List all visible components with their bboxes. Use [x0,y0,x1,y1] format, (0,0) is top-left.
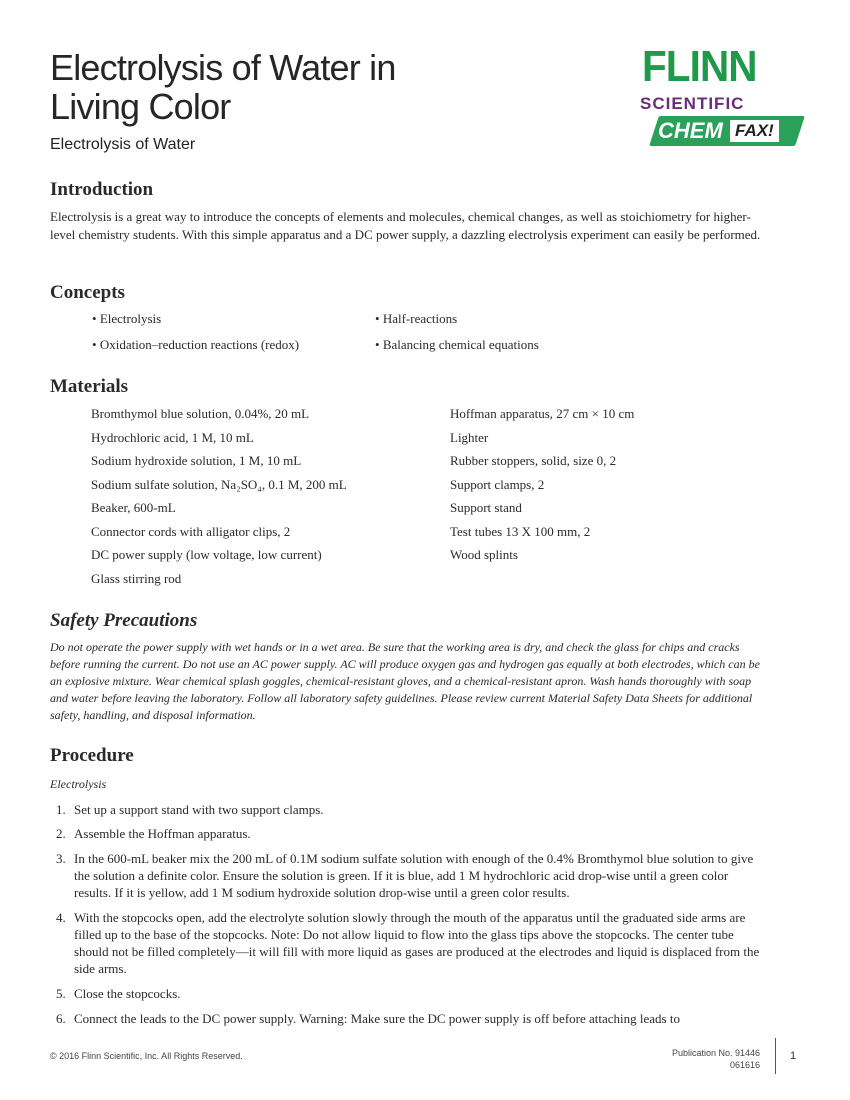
footer-copyright: © 2016 Flinn Scientific, Inc. All Rights Reserved. [50,1051,243,1061]
step-number: 2. [56,826,66,841]
step-text: In the 600-mL beaker mix the 200 mL of 0.1M sodium sulfate solution with enough of the 0.4% Bromthymol blue solution to give the solution a definite color. Ensure the solution is green. If it is blue, add 1 M hydrochloric acid drop-wise until a green color results. If it is yellow, add 1 M sodium hydroxide solution drop-wise until a green color results. [74,851,754,900]
material-item: Bromthymol blue solution, 0.04%, 20 mL [91,406,310,421]
material-item: Sodium sulfate solution, Na₂SO₄, 0.1 M, 200 mL [91,477,347,492]
subtitle: Electrolysis of Water [50,136,196,153]
material-item: Hydrochloric acid, 1 M, 10 mL [91,430,254,445]
safety-text: Do not operate the power supply with wet hands or in a wet area. Be sure that the working area is dry, and check the glass for chips and cracks before running the current. Do not use an AC power supply. AC will produce oxygen gas and hydrogen gas equally at both electrodes, which can be an explosive mixture. Wear chemical splash goggles, chemical-resistant gloves, and a chemical-resistant apron. Wash hands thoroughly with soap and water before leaving the laboratory. Follow all laboratory safety guidelines. Please review current Material Safety Data Sheets for additional safety, handling, and disposal information. [50,640,760,722]
procedure-subheading: Electrolysis [50,777,107,791]
material-item: Rubber stoppers, solid, size 0, 2 [450,453,617,468]
logo-fax-text: FAX! [730,120,779,142]
publication-code: 061616 [729,1060,760,1070]
concept-item: • Electrolysis [92,311,162,326]
concept-label: Electrolysis [99,311,162,326]
introduction-heading: Introduction [50,179,154,200]
material-item: Support stand [450,500,522,515]
step-number: 6. [56,1011,66,1026]
flinn-chemfax-logo [640,42,800,150]
material-item: Wood splints [450,547,518,562]
safety-heading: Safety Precautions [50,610,198,631]
material-item: Lighter [450,430,489,445]
step-number: 4. [56,910,66,925]
step-text: Close the stopcocks. [74,986,181,1001]
material-item: Glass stirring rod [91,571,182,586]
concept-item: • Oxidation–reduction reactions (redox) [92,337,300,352]
material-item: Hoffman apparatus, 27 cm × 10 cm [450,406,635,421]
step-text: Set up a support stand with two support clamps. [74,802,324,817]
material-item: Support clamps, 2 [450,477,545,492]
page-title [50,48,396,126]
materials-heading: Materials [50,376,129,397]
footer-divider [775,1038,776,1074]
concept-item: • Half-reactions [375,311,458,326]
concepts-heading: Concepts [50,282,125,303]
step-text: Connect the leads to the DC power supply. Warning: Make sure the DC power supply is off before attaching leads to [74,1011,680,1026]
logo-scientific-text: SCIENTIFIC [640,94,745,113]
concept-label: Oxidation–reduction reactions (redox) [99,337,300,352]
step-number: 3. [56,851,66,866]
material-item: Test tubes 13 X 100 mm, 2 [450,524,591,539]
concept-label: Balancing chemical equations [382,337,539,352]
concept-item: • Balancing chemical equations [375,337,539,352]
title-line-2: Living Color [50,86,231,127]
concept-label: Half-reactions [382,311,458,326]
procedure-heading: Procedure [50,745,134,766]
step-text: With the stopcocks open, add the electrolyte solution slowly through the mouth of the apparatus until the graduated side arms are filled up to the base of the stopcocks. Note: Do not allow liquid to flow into the glass tips above the stopcocks. The center tube should not be filled completely—it will fill with more liquid as gases are produced at the electrodes and liquid is displaced from the side arms. [74,910,760,976]
material-item: Sodium hydroxide solution, 1 M, 10 mL [91,453,302,468]
introduction-text: Electrolysis is a great way to introduce the concepts of elements and molecules, chemical changes, as well as stoichiometry for higher-level chemistry students. With this simple apparatus and a DC power supply, a dazzling electrolysis experiment can easily be performed. [50,209,761,242]
step-text: Assemble the Hoffman apparatus. [74,826,251,841]
publication-number: Publication No. 91446 [671,1048,760,1058]
logo-chem-text: CHEM [658,118,723,143]
logo-flinn-text: FLINN [642,42,757,91]
material-item: Connector cords with alligator clips, 2 [91,524,291,539]
step-number: 5. [56,986,66,1001]
page-number: 1 [790,1050,797,1062]
material-item: Beaker, 600-mL [91,500,176,515]
title-line-1: Electrolysis of Water in [50,47,396,88]
footer-publication [672,1047,760,1071]
step-number: 1. [56,802,66,817]
material-item: DC power supply (low voltage, low current) [91,547,322,562]
